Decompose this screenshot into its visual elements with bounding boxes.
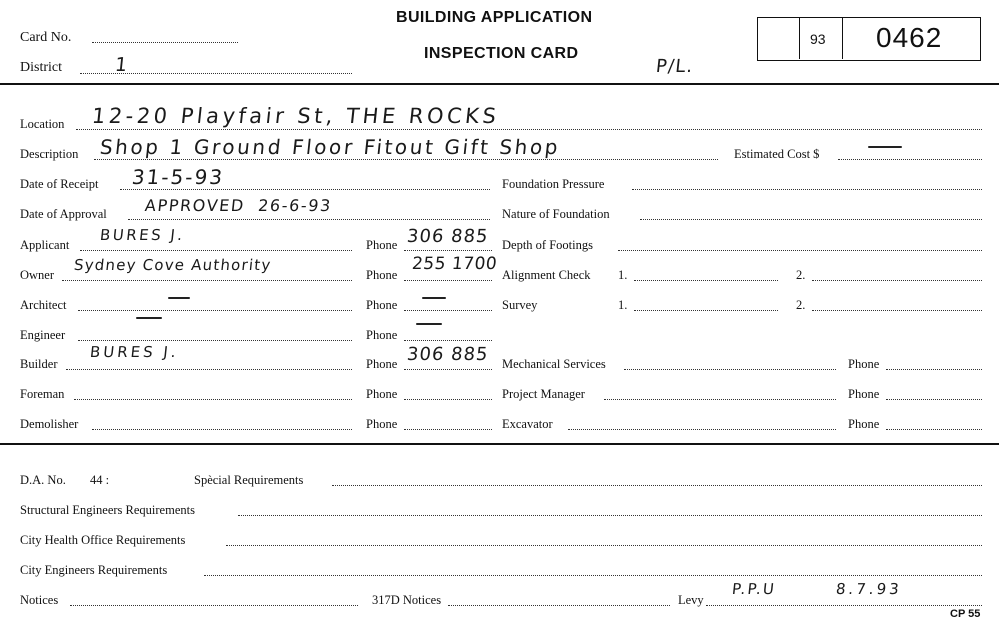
owner-value: Sydney Cove Authority	[73, 256, 273, 274]
survey-2-label: 2.	[796, 298, 806, 312]
alignment-2-label: 2.	[796, 268, 806, 282]
project-manager-label: Project Manager	[502, 387, 585, 401]
owner-phone-dots	[404, 280, 492, 281]
handwritten-mark: P/L.	[654, 56, 695, 77]
mechanical-services-label: Mechanical Services	[502, 357, 606, 371]
estimated-cost-dots	[838, 159, 982, 160]
demolisher-label: Demolisher	[20, 417, 79, 431]
excavator-label: Excavator	[502, 417, 553, 431]
depth-of-footings-dots	[618, 250, 982, 251]
foreman-phone-dots	[404, 399, 492, 400]
location-dots	[76, 129, 982, 130]
mechanical-services-dots	[624, 369, 836, 370]
survey-1-label: 1.	[618, 298, 628, 312]
excavator-phone-label: Phone	[848, 417, 880, 431]
mechanical-phone-dots	[886, 369, 982, 370]
317d-notices-label: 317D Notices	[372, 593, 442, 607]
alignment-2-dots	[812, 280, 982, 281]
alignment-1-label: 1.	[618, 268, 628, 282]
box-code: 93	[810, 31, 826, 47]
box-divider-2	[842, 18, 843, 59]
builder-phone-value: 306 885	[405, 344, 490, 365]
foreman-label: Foreman	[20, 387, 65, 401]
owner-label: Owner	[20, 268, 55, 282]
district-value: 1	[113, 54, 130, 76]
project-manager-phone-dots	[886, 399, 982, 400]
engineer-dots	[78, 340, 352, 341]
nature-of-foundation-label: Nature of Foundation	[502, 207, 610, 221]
estimated-cost-dash	[868, 146, 902, 148]
special-requirements-label: Spècial Requirements	[194, 473, 304, 487]
alignment-1-dots	[634, 280, 778, 281]
architect-label: Architect	[20, 298, 67, 312]
owner-dots	[62, 280, 352, 281]
card-number-box	[757, 17, 981, 61]
levy-date: 8.7.93	[835, 580, 903, 598]
date-of-receipt-label: Date of Receipt	[20, 177, 99, 191]
structural-requirements-dots	[238, 515, 982, 516]
foundation-pressure-label: Foundation Pressure	[502, 177, 605, 191]
date-of-receipt-value: 31-5-93	[130, 165, 226, 189]
nature-of-foundation-dots	[640, 219, 982, 220]
title-line-2: INSPECTION CARD	[424, 45, 579, 62]
engineer-label: Engineer	[20, 328, 66, 342]
engineer-phone-label: Phone	[366, 328, 398, 342]
location-label: Location	[20, 117, 65, 131]
applicant-phone-value: 306 885	[405, 226, 490, 247]
da-no-value: 44 :	[90, 473, 110, 487]
foreman-phone-label: Phone	[366, 387, 398, 401]
box-number: 0462	[876, 22, 943, 53]
architect-phone-label: Phone	[366, 298, 398, 312]
estimated-cost-label: Estimated Cost $	[734, 147, 820, 161]
levy-label: Levy	[678, 593, 704, 607]
builder-phone-label: Phone	[366, 357, 398, 371]
demolisher-phone-dots	[404, 429, 492, 430]
excavator-phone-dots	[886, 429, 982, 430]
survey-2-dots	[812, 310, 982, 311]
date-of-approval-label: Date of Approval	[20, 207, 107, 221]
levy-value: P.P.U	[731, 580, 777, 598]
special-requirements-dots	[332, 485, 982, 486]
applicant-label: Applicant	[20, 238, 70, 252]
project-manager-dots	[604, 399, 836, 400]
structural-requirements-label: Structural Engineers Requirements	[20, 503, 195, 517]
date-of-receipt-dots	[120, 189, 490, 190]
engineer-phone-dots	[404, 340, 492, 341]
health-requirements-dots	[226, 545, 982, 546]
builder-value: BURES J.	[89, 343, 180, 361]
engineers-requirements-dots	[204, 575, 982, 576]
title-line-1: BUILDING APPLICATION	[396, 9, 593, 26]
notices-label: Notices	[20, 593, 59, 607]
architect-phone-dots	[404, 310, 492, 311]
location-value: 12-20 Playfair St, THE ROCKS	[90, 104, 501, 128]
card-no-label: Card No.	[20, 30, 72, 45]
owner-phone-label: Phone	[366, 268, 398, 282]
survey-1-dots	[634, 310, 778, 311]
engineer-dash	[136, 317, 162, 319]
owner-phone-value: 255 1700	[410, 254, 499, 274]
engineers-requirements-label: City Engineers Requirements	[20, 563, 168, 577]
project-manager-phone-label: Phone	[848, 387, 880, 401]
description-value: Shop 1 Ground Floor Fitout Gift Shop	[98, 135, 562, 159]
architect-phone-dash	[422, 297, 446, 299]
foundation-pressure-dots	[632, 189, 982, 190]
date-of-approval-value: APPROVED 26-6-93	[144, 196, 333, 215]
architect-dots	[78, 310, 352, 311]
demolisher-dots	[92, 429, 352, 430]
description-dots	[94, 159, 718, 160]
demolisher-phone-label: Phone	[366, 417, 398, 431]
foreman-dots	[74, 399, 352, 400]
date-of-approval-dots	[128, 219, 490, 220]
da-no-label: D.A. No.	[20, 473, 66, 487]
footer-code: CP 55	[950, 608, 981, 620]
card-no-dots	[92, 42, 238, 43]
health-requirements-label: City Health Office Requirements	[20, 533, 186, 547]
317d-notices-dots	[448, 605, 670, 606]
engineer-phone-dash	[416, 323, 442, 325]
survey-label: Survey	[502, 298, 538, 312]
district-label: District	[20, 60, 62, 75]
applicant-dots	[80, 250, 352, 251]
levy-dots	[706, 605, 982, 606]
mechanical-phone-label: Phone	[848, 357, 880, 371]
notices-dots	[70, 605, 358, 606]
depth-of-footings-label: Depth of Footings	[502, 238, 593, 252]
builder-phone-dots	[404, 369, 492, 370]
applicant-value: BURES J.	[99, 226, 186, 244]
applicant-phone-label: Phone	[366, 238, 398, 252]
builder-dots	[66, 369, 352, 370]
header-divider	[0, 83, 999, 85]
architect-dash	[168, 297, 190, 299]
description-label: Description	[20, 147, 79, 161]
box-divider-1	[799, 18, 800, 59]
builder-label: Builder	[20, 357, 58, 371]
fields-divider	[0, 443, 999, 445]
applicant-phone-dots	[404, 250, 492, 251]
excavator-dots	[568, 429, 836, 430]
alignment-check-label: Alignment Check	[502, 268, 591, 282]
